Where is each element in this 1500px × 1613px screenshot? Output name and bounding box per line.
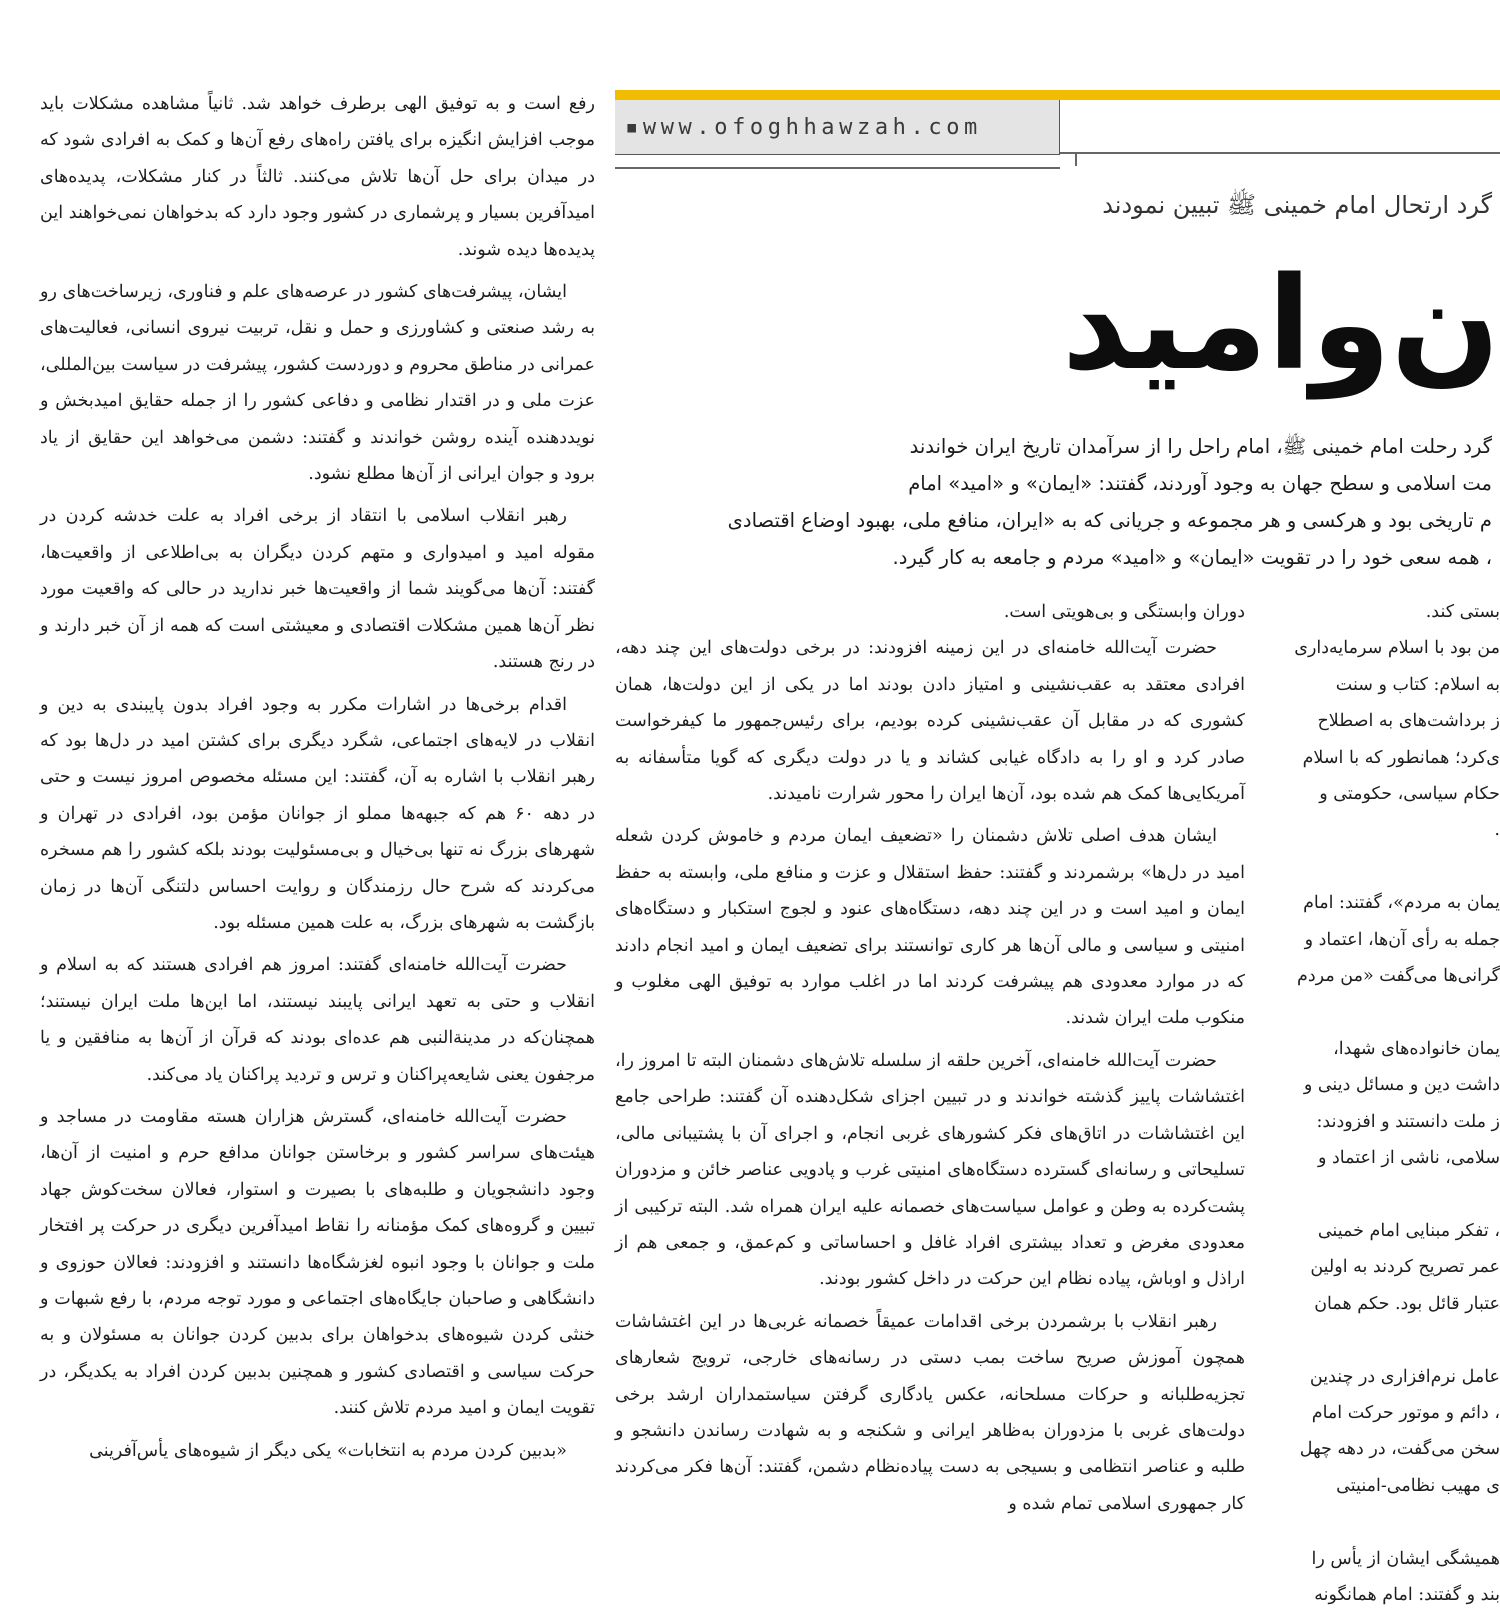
clipped-line: یمان خانواده‌های شهدا، [1333, 1038, 1500, 1059]
header-rule [1060, 152, 1500, 154]
clipped-line [1280, 1504, 1500, 1540]
paragraph: رفع است و به توفیق الهی برطرف خواهد شد. ثانیاً مشاهده مشکلات باید موجب افزایش انگیزه برای یافتن راه‌های رفع آن‌ها و کمک به افرادی شود که در میدان برای حل آن‌ها تلاش می‌کنند. ثالثاً در کنار مشکلات، پدیده‌های امیدآفرین بسیار و پرشماری در کشور وجود دارد که بدخواهان نمی‌خواهند این پدیده‌ها دیده شوند. [40, 94, 595, 260]
website-url-box[interactable] [615, 100, 1060, 155]
clipped-line: سلامی، ناشی از اعتماد و [1317, 1148, 1500, 1169]
clipped-line: سخن می‌گفت، در دهه چهل [1299, 1439, 1500, 1460]
clipped-line: ی‌کرد؛ همانطور که با اسلام [1302, 747, 1500, 768]
lead-line: م تاریخی بود و هرکسی و هر مجموعه و جریانی که به «ایران، منافع ملی، بهبود اوضاع اقتصادی [727, 509, 1492, 532]
article-headline: ن‌وامید [1061, 250, 1500, 399]
clipped-line: عامل نرم‌افزاری در چندین [1309, 1366, 1500, 1387]
clipped-line: عمر تصریح کردند به اولین [1310, 1257, 1500, 1278]
clipped-line: ز ملت دانستند و افزودند: [1316, 1111, 1500, 1132]
paragraph: حضرت آیت‌الله خامنه‌ای گفتند: امروز هم افرادی هستند که به اسلام و انقلاب و حتی به تعهد ایرانی پایبند نیستند، اما این‌ها ملت ایران نیستند؛ همچنان‌که در مدینة‌النبی هم عده‌ای بودند که قرآن از آن‌ها به منافقین و یا مرجفون یعنی شایعه‌پراکنان و ترس و تردید پراکنان یاد می‌کند. [40, 955, 595, 1085]
clipped-line: همیشگی ایشان از یأس را [1311, 1548, 1500, 1569]
header-rule-joint [1075, 152, 1077, 166]
clipped-line: ی مهیب نظامی-امنیتی [1336, 1475, 1500, 1496]
clipped-line: . [1494, 820, 1500, 841]
paragraph: رهبر انقلاب با برشمردن برخی اقدامات عمیقاً خصمانه غربی‌ها در این اغتشاشات همچون آموزش صریح ساخت بمب دستی در رسانه‌های خارجی، ترویج شعارهای تجزیه‌طلبانه و حرکات مسلحانه، عکس یادگاری گرفتن سیاستمداران ارشد برخی دولت‌های غربی با مزدوران به‌ظاهر ایرانی و شکنجه و به شهادت رساندن دانشجو و طلبه و عناصر انتظامی و بسیجی به دست پیاده‌نظام دشمن، گفتند: آن‌ها فکر می‌کردند کار جمهوری اسلامی تمام شده و [615, 1311, 1245, 1514]
clipped-line: ، دائم و موتور حرکت امام [1311, 1402, 1500, 1423]
article-kicker: گرد ارتحال امام خمینی ﷺ تبیین نمودند [1102, 191, 1492, 219]
paragraph: دوران وابستگی و بی‌هویتی است. [1003, 602, 1245, 622]
clipped-line [1280, 994, 1500, 1030]
clipped-line: بند و گفتند: امام همانگونه [1314, 1584, 1500, 1605]
article-lead [677, 428, 1492, 576]
clipped-line: من بود با اسلام سرمایه‌داری [1294, 638, 1500, 659]
clipped-line: حکام سیاسی، حکومتی و [1319, 784, 1500, 805]
clipped-line [1280, 1177, 1500, 1213]
paragraph: ایشان هدف اصلی تلاش دشمنان را «تضعیف ایمان مردم و خاموش کردن شعله امید در دل‌ها» برشمردند و گفتند: حفظ استقلال و عزت و منافع ملی، وابسته به حفظ ایمان و امید است و در این چند دهه، دستگاه‌های عنود و لجوج استکبار و دستگاه‌های امنیتی و سیاسی و مالی آن‌ها هر کاری توانستند برای تضعیف ایمان و امید انجام دادند که در موارد معدودی هم پیشرفت کردند اما در اغلب موارد به توفیق الهی مغلوب و منکوب ملت ایران شدند. [615, 826, 1245, 1029]
lead-line: مت اسلامی و سطح جهان به وجود آوردند، گفتند: «ایمان» و «امید» امام [908, 472, 1492, 495]
paragraph: حضرت آیت‌الله خامنه‌ای، گسترش هزاران هسته مقاومت در مساجد و هیئت‌های سراسر کشور و برخاستن جوانان مدافع حرم و امنیت از آن‌ها، وجود دانشجویان و طلبه‌های با بصیرت و استوار، فعالان سخت‌کوش جهاد تبیین و گروه‌های کمک مؤمنانه را نقاط امیدآفرین دیگری در حرکت پر افتخار ملت و جوانان با وجود انبوه لغزشگاه‌ها دانستند و افزودند: فعالان حوزوی و دانشگاهی و صاحبان جایگاه‌های اجتماعی و مورد توجه مردم، با رفع شبهات و خنثی کردن شیوه‌های بدخواهان برای بدبین کردن جوانان به مسئولان و به حرکت سیاسی و اقتصادی کشور و همچنین بدبین کردن افراد به یکدیگر، در تقویت ایمان و امید مردم تلاش کنند. [40, 1106, 595, 1419]
lead-line: گرد رحلت امام خمینی ﷺ، امام راحل را از سرآمدان تاریخ ایران خواندند [909, 435, 1492, 458]
clipped-line: ز برداشت‌های به اصطلاح [1317, 711, 1500, 732]
clipped-line: بستی کند. [1425, 602, 1500, 622]
clipped-line: به اسلام: کتاب و سنت [1335, 674, 1500, 695]
lead-line: ، همه سعی خود را در تقویت «ایمان» و «امید» مردم و جامعه به کار گیرد. [892, 546, 1492, 569]
clipped-line: داشت دین و مسائل دینی و [1303, 1075, 1500, 1096]
clipped-line [1280, 849, 1500, 885]
clipped-line: گرانی‌ها می‌گفت «من مردم [1297, 966, 1500, 987]
paragraph: اقدام برخی‌ها در اشارات مکرر به وجود افراد بدون پایبندی به دین و انقلاب در لایه‌های اجتماعی، شگرد دیگری برای کشتن امید در دل‌ها بود که رهبر انقلاب با اشاره به آن، گفتند: این مسئله مخصوص امروز نیست و حتی در دهه ۶۰ هم که جبهه‌ها مملو از جوانان مؤمن بود، افرادی در تهران و شهرهای بزرگ نه تنها بی‌خیال و بی‌مسئولیت بودند بلکه کشور را هم مسخره می‌کردند که شرح حال رزمندگان و روایت احساس دلتنگی آن‌ها در زمان بازگشت به شهرهای بزرگ، به علت همین مسئله بود. [40, 694, 596, 933]
right-text-column [1280, 594, 1500, 1613]
paragraph: «بدبین کردن مردم به انتخابات» یکی دیگر از شیوه‌های یأس‌آفرینی [89, 1440, 567, 1461]
paragraph: حضرت آیت‌الله خامنه‌ای در این زمینه افزودند: در برخی دولت‌های این چند دهه، افرادی معتقد به عقب‌نشینی و امتیاز دادن بودند اما در یکی از این دولت‌ها، همان کشوری که در مقابل آن عقب‌نشینی کرده بودیم، برای رئیس‌جمهور ما کیفرخواست صادر کرد و او را به دادگاه غیابی کشاند و یا در دولت دیگری که گویا متأسفانه به آمریکایی‌ها کمک هم شده بود، آن‌ها ایران را محور شرارت نامیدند. [615, 638, 1245, 805]
clipped-line [1280, 1322, 1500, 1358]
clipped-line: یمان به مردم»، گفتند: امام [1303, 893, 1500, 914]
paragraph: حضرت آیت‌الله خامنه‌ای، آخرین حلقه از سلسله تلاش‌های دشمنان البته تا امروز را، اغتشاشات پاییز گذشته خواندند و در تبیین اجزای شکل‌دهنده آن گفتند: طراحی جامع این اغتشاشات در اتاق‌های فکر کشورهای غربی انجام، و اجرای آن با پشتیبانی مالی، تسلیحاتی و رسانه‌ای گسترده دستگاه‌های امنیتی غرب و پادویی عناصر خائن و مزدوران پشت‌کرده به وطن و عوامل سیاست‌های خصمانه علیه ایران همراه شد. البته ترکیبی از معدودی مغرض و تعداد بیشتری افراد غافل و احساساتی و کم‌عمق، و جمعی هم از اراذل و اوباش، پیاده نظام این حرکت در داخل کشور بودند. [615, 1050, 1245, 1290]
header-rule-lower [615, 167, 1060, 169]
paragraph: رهبر انقلاب اسلامی با انتقاد از برخی افراد به علت خدشه کردن در مقوله امید و امیدواری و متهم کردن دیگران به بی‌اطلاعی از واقعیت‌ها، گفتند: آن‌ها می‌گویند شما از واقعیت‌ها خبر ندارید در حالی که واقعیت مورد نظر آن‌ها همین مشکلات اقتصادی و معیشتی است که همه از آن خبر دارند و در رنج هستند. [40, 506, 595, 673]
website-url[interactable]: ▪www.ofoghhawzah.com [625, 115, 982, 140]
paragraph: ایشان، پیشرفت‌های کشور در عرصه‌های علم و فناوری، زیرساخت‌های رو به رشد صنعتی و کشاورزی و حمل و نقل، تربیت نیروی انسانی، فعالیت‌های عمرانی در مناطق محروم و دوردست کشور، پیشرفت در سیاست بین‌المللی، عزت ملی و در اقتدار نظامی و دفاعی کشور را از جمله حقایق امیدبخش و نویددهنده آینده روشن خواندند و گفتند: دشمن می‌خواهد این حقایق از یاد برود و جوان ایرانی از آن‌ها مطلع نشود. [40, 282, 595, 485]
left-text-column [40, 86, 595, 1469]
header-accent-bar [615, 90, 1500, 100]
middle-text-column [615, 594, 1245, 1522]
clipped-line: جمله به رأی آن‌ها، اعتماد و [1304, 929, 1500, 950]
clipped-line: عتبار قائل بود. حکم همان [1314, 1293, 1500, 1314]
clipped-line: ، تفکر مبنایی امام خمینی [1317, 1220, 1500, 1241]
